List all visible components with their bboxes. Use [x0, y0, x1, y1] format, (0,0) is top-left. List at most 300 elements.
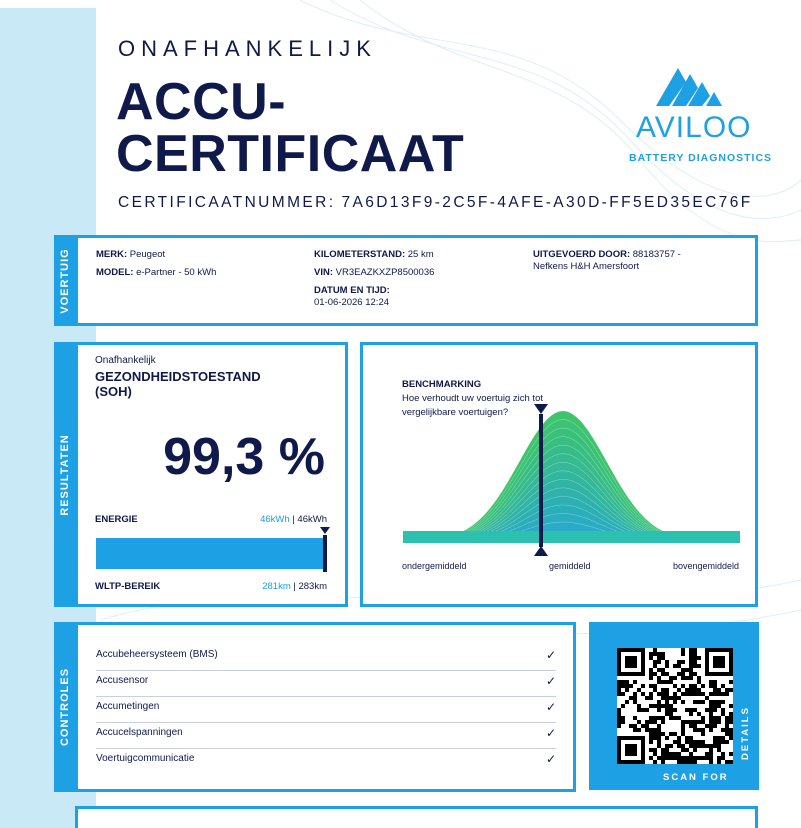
qr-finder	[713, 656, 725, 668]
qr-module	[657, 692, 661, 696]
energy-separator: |	[289, 514, 298, 525]
qr-module	[709, 752, 713, 756]
controls-panel	[75, 622, 576, 792]
qr-module	[705, 724, 709, 728]
qr-module	[693, 728, 697, 732]
qr-module	[697, 712, 701, 716]
qr-module	[649, 696, 653, 700]
qr-module	[633, 680, 637, 684]
vin-value: VR3EAZKXZP8500036	[335, 267, 435, 278]
qr-module	[657, 700, 661, 704]
qr-module	[673, 756, 677, 760]
qr-module	[661, 652, 665, 656]
score-panel	[360, 342, 758, 607]
qr-module	[665, 696, 669, 700]
qr-module	[693, 744, 697, 748]
benchmark-marker-line	[539, 414, 543, 547]
qr-module	[637, 708, 641, 712]
qr-module	[677, 672, 681, 676]
qr-module	[713, 736, 717, 740]
qr-module	[673, 676, 677, 680]
qr-module	[705, 708, 709, 712]
qr-module	[693, 688, 697, 692]
qr-module	[669, 704, 673, 708]
qr-module	[689, 736, 693, 740]
qr-module	[709, 684, 713, 688]
qr-module	[649, 692, 653, 696]
qr-module	[689, 712, 693, 716]
qr-module	[721, 740, 725, 744]
qr-module	[657, 716, 661, 720]
qr-module	[701, 732, 705, 736]
qr-module	[689, 688, 693, 692]
range-current: 281km	[262, 581, 291, 592]
qr-module	[657, 652, 661, 656]
qr-module	[653, 736, 657, 740]
qr-module	[705, 756, 709, 760]
qr-module	[665, 680, 669, 684]
qr-module	[637, 728, 641, 732]
qr-module	[621, 692, 625, 696]
check-icon: ✓	[545, 726, 556, 740]
range-separator: |	[290, 581, 299, 592]
qr-module	[721, 712, 725, 716]
qr-module	[681, 700, 685, 704]
qr-module	[713, 688, 717, 692]
vehicle-panel	[75, 235, 758, 326]
energy-label: ENERGIE	[95, 514, 138, 525]
qr-module	[649, 704, 653, 708]
qr-module	[669, 744, 673, 748]
qr-module	[717, 688, 721, 692]
qr-module	[701, 692, 705, 696]
qr-module	[665, 748, 669, 752]
qr-module	[721, 692, 725, 696]
qr-module	[685, 720, 689, 724]
qr-module	[677, 736, 681, 740]
check-icon: ✓	[545, 700, 556, 714]
qr-module	[717, 740, 721, 744]
qr-module	[649, 756, 653, 760]
qr-module	[693, 724, 697, 728]
qr-module	[729, 732, 733, 736]
qr-module	[681, 652, 685, 656]
qr-module	[709, 708, 713, 712]
brand-row	[96, 249, 165, 261]
qr-module	[669, 732, 673, 736]
list-item	[96, 697, 556, 723]
qr-module	[657, 668, 661, 672]
qr-module	[689, 672, 693, 676]
control-label: Accusensor	[96, 675, 149, 686]
qr-module	[681, 720, 685, 724]
qr-module	[705, 752, 709, 756]
qr-module	[621, 704, 625, 708]
soh-pretitle: Onafhankelijk	[95, 355, 156, 366]
qr-module	[677, 660, 681, 664]
qr-module	[713, 708, 717, 712]
qr-module	[697, 700, 701, 704]
soh-title: GEZONDHEIDSTOESTAND (SOH)	[95, 369, 261, 399]
qr-module	[721, 752, 725, 756]
qr-module	[713, 704, 717, 708]
qr-module	[641, 692, 645, 696]
qr-module	[713, 700, 717, 704]
qr-module	[721, 736, 725, 740]
qr-module	[633, 716, 637, 720]
qr-module	[689, 656, 693, 660]
qr-module	[701, 716, 705, 720]
qr-module	[677, 752, 681, 756]
qr-module	[617, 684, 621, 688]
qr-module	[709, 760, 713, 764]
qr-module	[693, 648, 697, 652]
qr-module	[681, 668, 685, 672]
qr-module	[649, 676, 653, 680]
qr-module	[725, 760, 729, 764]
qr-module	[621, 684, 625, 688]
benchmark-high-label: bovengemiddeld	[672, 561, 739, 571]
bottom-panel	[75, 806, 758, 828]
qr-module	[653, 752, 657, 756]
qr-module	[653, 672, 657, 676]
qr-module	[621, 716, 625, 720]
benchmark-marker-bottom-arrow	[534, 546, 548, 556]
qr-module	[657, 708, 661, 712]
certificate-number	[118, 194, 753, 212]
qr-module	[649, 736, 653, 740]
qr-module	[709, 700, 713, 704]
qr-module	[713, 692, 717, 696]
executed-label: UITGEVOERD DOOR:	[533, 249, 631, 260]
qr-module	[677, 688, 681, 692]
qr-module	[697, 720, 701, 724]
qr-module	[725, 720, 729, 724]
qr-module	[661, 748, 665, 752]
qr-module	[689, 740, 693, 744]
qr-module	[657, 732, 661, 736]
qr-module	[661, 680, 665, 684]
qr-module	[657, 740, 661, 744]
qr-module	[641, 708, 645, 712]
qr-module	[657, 680, 661, 684]
qr-module	[717, 744, 721, 748]
qr-module	[661, 720, 665, 724]
qr-module	[653, 728, 657, 732]
qr-module	[617, 708, 621, 712]
qr-module	[665, 712, 669, 716]
qr-module	[677, 664, 681, 668]
qr-module	[689, 648, 693, 652]
qr-module	[689, 744, 693, 748]
qr-module	[717, 700, 721, 704]
qr-module	[717, 720, 721, 724]
page-title	[116, 73, 465, 183]
qr-module	[729, 716, 733, 720]
qr-module	[681, 744, 685, 748]
results-panel	[75, 342, 348, 607]
qr-module	[633, 724, 637, 728]
qr-module	[657, 728, 661, 732]
qr-module	[701, 740, 705, 744]
qr-module	[693, 760, 697, 764]
qr-module	[693, 652, 697, 656]
qr-module	[665, 736, 669, 740]
qr-module	[617, 716, 621, 720]
qr-module	[705, 744, 709, 748]
qr-module	[729, 680, 733, 684]
qr-module	[681, 760, 685, 764]
qr-module	[665, 692, 669, 696]
qr-module	[693, 664, 697, 668]
qr-module	[637, 720, 641, 724]
qr-module	[665, 660, 669, 664]
qr-module	[657, 736, 661, 740]
check-icon: ✓	[545, 752, 556, 766]
mileage-value: 25 km	[407, 249, 434, 260]
qr-module	[649, 716, 653, 720]
qr-module	[653, 652, 657, 656]
qr-module	[661, 760, 665, 764]
qr-module	[653, 648, 657, 652]
benchmark-mid-label: gemiddeld	[549, 561, 591, 571]
qr-module	[649, 656, 653, 660]
qr-module	[709, 720, 713, 724]
model-value: e-Partner - 50 kWh	[136, 267, 217, 278]
qr-module	[693, 756, 697, 760]
list-item	[96, 645, 556, 671]
qr-module	[633, 728, 637, 732]
qr-module	[673, 708, 677, 712]
qr-module	[633, 696, 637, 700]
qr-module	[665, 664, 669, 668]
qr-module	[693, 672, 697, 676]
qr-module	[653, 748, 657, 752]
model-label: MODEL:	[96, 267, 134, 278]
qr-module	[697, 728, 701, 732]
qr-module	[689, 668, 693, 672]
qr-module	[713, 720, 717, 724]
qr-module	[629, 724, 633, 728]
qr-module	[717, 756, 721, 760]
qr-module	[677, 716, 681, 720]
qr-module	[645, 696, 649, 700]
tab-resultaten-label: RESULTATEN	[59, 433, 71, 516]
qr-module	[661, 756, 665, 760]
qr-module	[657, 676, 661, 680]
range-nominal: 283km	[298, 581, 327, 592]
qr-module	[685, 708, 689, 712]
qr-panel	[589, 622, 759, 790]
qr-module	[673, 740, 677, 744]
qr-module	[729, 752, 733, 756]
qr-module	[621, 720, 625, 724]
qr-module	[689, 756, 693, 760]
qr-finder	[625, 656, 637, 668]
qr-module	[729, 728, 733, 732]
qr-module	[669, 716, 673, 720]
qr-module	[697, 688, 701, 692]
qr-module	[653, 660, 657, 664]
benchmark-marker-top-arrow	[534, 404, 548, 414]
qr-module	[641, 724, 645, 728]
qr-module	[689, 752, 693, 756]
qr-module	[681, 756, 685, 760]
qr-module	[653, 720, 657, 724]
qr-module	[689, 724, 693, 728]
bell-curve-base	[403, 531, 740, 543]
qr-module	[665, 744, 669, 748]
qr-module	[665, 756, 669, 760]
qr-module	[617, 720, 621, 724]
brand-value: Peugeot	[129, 249, 166, 260]
qr-module	[689, 720, 693, 724]
qr-module	[661, 688, 665, 692]
qr-module	[713, 744, 717, 748]
qr-module	[693, 660, 697, 664]
qr-module	[677, 740, 681, 744]
soh-bar-marker	[323, 535, 327, 572]
qr-module	[689, 664, 693, 668]
qr-module	[649, 672, 653, 676]
qr-module	[693, 692, 697, 696]
qr-module	[697, 676, 701, 680]
qr-module	[685, 688, 689, 692]
qr-module	[637, 704, 641, 708]
qr-module	[701, 720, 705, 724]
qr-module	[693, 708, 697, 712]
benchmark-question: Hoe verhoudt uw voertuig zich tot vergelijkbare voertuigen?	[402, 393, 543, 418]
qr-module	[725, 716, 729, 720]
qr-finder	[625, 744, 637, 756]
control-label: Voertuigcommunicatie	[96, 753, 195, 764]
qr-module	[645, 708, 649, 712]
qr-module	[689, 652, 693, 656]
qr-module	[709, 728, 713, 732]
qr-module	[629, 684, 633, 688]
date-label: DATUM EN TIJD:	[314, 285, 390, 296]
certificate-number-label: CERTIFICAATNUMMER:	[118, 194, 336, 211]
model-row	[96, 267, 216, 279]
qr-module	[681, 672, 685, 676]
qr-module	[709, 748, 713, 752]
soh-bar-marker-arrow	[320, 527, 330, 534]
qr-module	[625, 700, 629, 704]
qr-module	[721, 728, 725, 732]
qr-module	[657, 656, 661, 660]
benchmark-bell-curve	[403, 400, 740, 545]
qr-module	[653, 684, 657, 688]
qr-module	[661, 704, 665, 708]
qr-module	[697, 680, 701, 684]
qr-module	[661, 752, 665, 756]
qr-module	[681, 692, 685, 696]
qr-module	[697, 664, 701, 668]
details-label: DETAILS	[740, 706, 751, 760]
qr-module	[645, 728, 649, 732]
logo-tagline: BATTERY DIAGNOSTICS	[629, 152, 773, 164]
qr-module	[669, 696, 673, 700]
date-value: 01-06-2026 12:24	[314, 297, 390, 308]
brand-label: MERK:	[96, 249, 128, 260]
title-line-1: ACCU-	[116, 73, 287, 131]
tab-resultaten	[54, 342, 76, 607]
qr-module	[693, 700, 697, 704]
qr-module	[689, 708, 693, 712]
qr-module	[617, 724, 621, 728]
qr-module	[709, 756, 713, 760]
qr-module	[625, 688, 629, 692]
qr-module	[725, 740, 729, 744]
mileage-label: KILOMETERSTAND:	[314, 249, 406, 260]
qr-module	[673, 692, 677, 696]
qr-module	[713, 740, 717, 744]
qr-module	[673, 732, 677, 736]
check-icon: ✓	[545, 674, 556, 688]
tab-voertuig	[54, 235, 76, 326]
tab-controles	[54, 622, 76, 792]
qr-module	[681, 732, 685, 736]
qr-module	[665, 700, 669, 704]
qr-module	[729, 712, 733, 716]
qr-module	[709, 744, 713, 748]
qr-module	[685, 676, 689, 680]
qr-module	[629, 696, 633, 700]
qr-code-icon[interactable]	[617, 648, 733, 764]
qr-module	[701, 728, 705, 732]
check-icon: ✓	[545, 648, 556, 662]
date-row	[314, 285, 390, 309]
vin-row	[314, 267, 434, 279]
qr-module	[697, 744, 701, 748]
qr-module	[641, 684, 645, 688]
qr-module	[661, 692, 665, 696]
qr-module	[721, 684, 725, 688]
qr-module	[661, 656, 665, 660]
qr-module	[649, 652, 653, 656]
qr-module	[645, 724, 649, 728]
control-label: Accucelspanningen	[96, 727, 183, 738]
title-line-2: CERTIFICAAT	[116, 125, 465, 183]
qr-module	[633, 692, 637, 696]
qr-module	[617, 712, 621, 716]
qr-module	[653, 732, 657, 736]
energy-nominal: 46kWh	[297, 514, 327, 525]
scan-label: SCAN FOR	[663, 772, 729, 783]
qr-module	[717, 760, 721, 764]
qr-module	[713, 680, 717, 684]
qr-module	[701, 744, 705, 748]
qr-module	[685, 740, 689, 744]
qr-module	[717, 716, 721, 720]
qr-module	[653, 716, 657, 720]
executed-value-2: Nefkens H&H Amersfoort	[533, 261, 640, 272]
qr-module	[725, 688, 729, 692]
qr-module	[661, 716, 665, 720]
logo-wordmark: AVILOO	[636, 111, 752, 144]
qr-module	[673, 716, 677, 720]
qr-module	[717, 704, 721, 708]
qr-module	[661, 696, 665, 700]
qr-module	[693, 740, 697, 744]
qr-module	[657, 660, 661, 664]
qr-module	[713, 716, 717, 720]
aviloo-logo-icon	[626, 34, 766, 169]
qr-module	[669, 752, 673, 756]
qr-module	[725, 732, 729, 736]
qr-module	[681, 724, 685, 728]
control-label: Accumetingen	[96, 701, 160, 712]
